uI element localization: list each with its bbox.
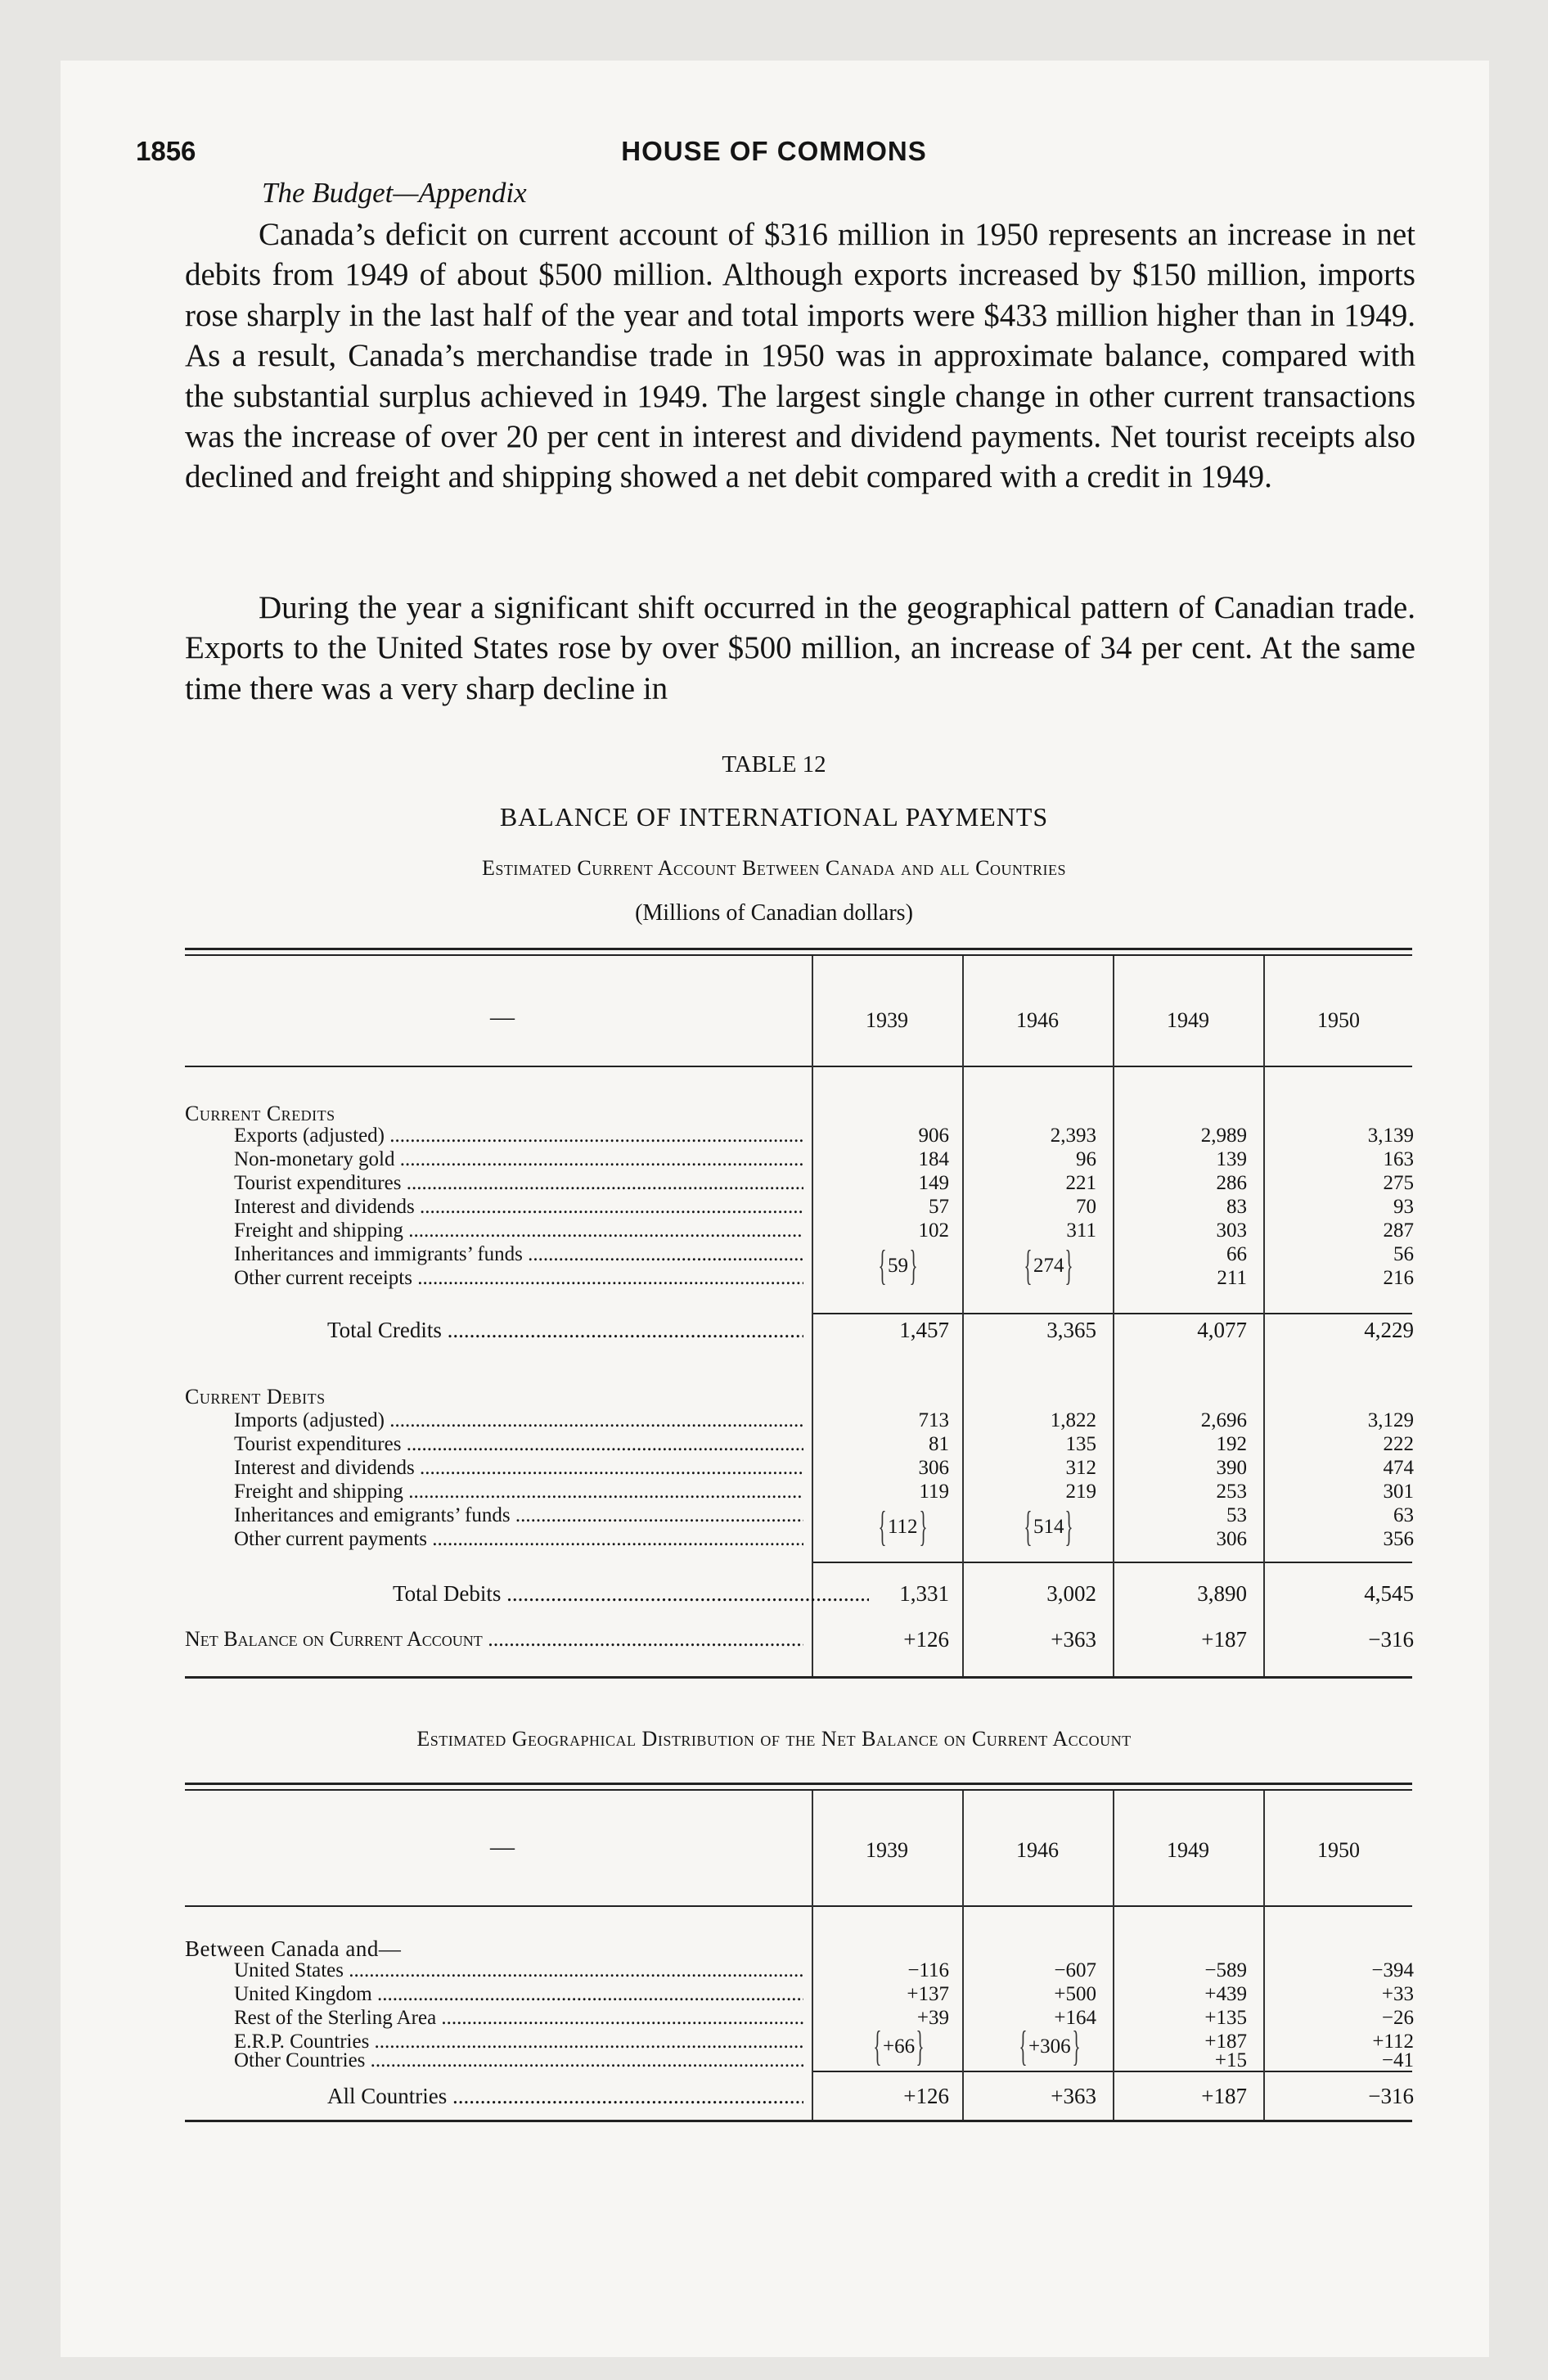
total-value: 3,002 [1046, 1581, 1096, 1606]
combined-value-brace: { 274 } [1024, 1242, 1073, 1289]
cell-value: 713 [918, 1409, 949, 1431]
row-label: Other current payments ..... [234, 1528, 803, 1550]
combined-value-brace: { 112 } [878, 1503, 928, 1550]
net-value: +363 [1051, 1627, 1096, 1652]
combined-value: +66 [882, 2035, 916, 2058]
total-value: +363 [1051, 2084, 1096, 2108]
cell-value: −607 [1054, 1959, 1096, 1981]
cell-value: +164 [1054, 2007, 1096, 2029]
cell-value: 216 [1383, 1267, 1414, 1289]
cell-value: 2,696 [1200, 1409, 1247, 1431]
paragraph-deficit: Canada’s deficit on current account of $316 million in 1950 represents an increase in net debits from 1949 of about $500 million. Although exports increased by $150 million, imports rose sharply in the last half of the year and total imports were $433 million higher than in 1949. As a result, Canada’s merchandise trade in 1950 was in approximate balance, compared with the substantial surplus achieved in 1949. The largest single change in other current transactions was the increase of over 20 per cent in interest and dividend payments. Net tourist receipts also declined and freight and shipping showed a net debit compared with a credit in 1949. [185, 217, 1415, 495]
total-value: 4,545 [1364, 1581, 1414, 1606]
table-subtitle: Estimated Current Account Between Canada and all Countries [481, 856, 1067, 880]
cell-value: 119 [919, 1481, 949, 1503]
cell-value: 96 [1076, 1148, 1096, 1170]
cell-value: 211 [1217, 1267, 1247, 1289]
combined-value: 274 [1033, 1255, 1064, 1277]
cell-value: 306 [918, 1457, 949, 1479]
row-label: Tourist expenditures ..... [234, 1433, 803, 1455]
credits-heading: Current Credits [185, 1102, 335, 1125]
column-divider [812, 956, 813, 1676]
geo-stub-header: — [490, 1833, 515, 1860]
debits-heading: Current Debits [185, 1385, 326, 1409]
cell-value: 219 [1065, 1481, 1096, 1503]
cell-value: −41 [1381, 2049, 1414, 2071]
row-label: Freight and shipping ..... [234, 1219, 803, 1242]
cell-value: 149 [918, 1172, 949, 1194]
combined-value-brace: { +66 } [873, 2023, 925, 2070]
column-header-1939: 1939 [866, 1008, 908, 1032]
geo-bottom-rule [185, 2120, 1412, 2122]
total-value: −316 [1368, 2084, 1414, 2108]
total-credits-label: Total Credits ..... [327, 1318, 803, 1342]
total-debits-label: Total Debits ..... [393, 1581, 869, 1606]
cell-value: 474 [1383, 1457, 1414, 1479]
cell-value: −394 [1371, 1959, 1414, 1981]
cell-value: 286 [1216, 1172, 1247, 1194]
cell-value: 306 [1216, 1528, 1247, 1550]
row-label: Exports (adjusted) ..... [234, 1125, 803, 1147]
total-value: +187 [1201, 2084, 1247, 2108]
row-label: Tourist expenditures ..... [234, 1172, 803, 1194]
cell-value: 222 [1383, 1433, 1414, 1455]
cell-value: −589 [1204, 1959, 1247, 1981]
column-divider [1263, 956, 1265, 1676]
cell-value: 221 [1065, 1172, 1096, 1194]
geo-column-header-1949: 1949 [1167, 1838, 1209, 1862]
row-label: Inheritances and immigrants’ funds ..... [234, 1243, 803, 1265]
cell-value: 163 [1383, 1148, 1414, 1170]
table-top-rule [185, 948, 1412, 950]
net-value: +187 [1201, 1627, 1247, 1652]
running-head: HOUSE OF COMMONS [621, 136, 927, 166]
cell-value: 56 [1393, 1243, 1414, 1265]
cell-value: 63 [1393, 1504, 1414, 1526]
row-label: Freight and shipping ..... [234, 1481, 803, 1503]
row-label: United States ..... [234, 1959, 803, 1981]
cell-value: 906 [918, 1125, 949, 1147]
total-value: 1,331 [899, 1581, 949, 1606]
cell-value: 253 [1216, 1481, 1247, 1503]
cell-value: 53 [1226, 1504, 1247, 1526]
net-balance-label: Net Balance on Current Account ..... [185, 1627, 803, 1652]
geo-top-rule-inner [185, 1789, 1412, 1791]
row-label: Non-monetary gold ..... [234, 1148, 803, 1170]
row-label: Interest and dividends ..... [234, 1457, 803, 1479]
column-divider [962, 956, 964, 1676]
row-label: E.R.P. Countries ..... [234, 2031, 803, 2053]
table-number: TABLE 12 [722, 751, 826, 778]
cell-value: 184 [918, 1148, 949, 1170]
cell-value: 192 [1216, 1433, 1247, 1455]
cell-value: +137 [907, 1983, 949, 2005]
column-header-1949: 1949 [1167, 1008, 1209, 1032]
combined-value: +306 [1028, 2035, 1071, 2058]
cell-value: 356 [1383, 1528, 1414, 1550]
geo-column-header-1939: 1939 [866, 1838, 908, 1862]
geo-column-header-1946: 1946 [1016, 1838, 1059, 1862]
stub-header: — [490, 1003, 515, 1030]
row-label: United Kingdom ..... [234, 1983, 803, 2005]
row-label: Other Countries ..... [234, 2049, 803, 2071]
cell-value: 102 [918, 1219, 949, 1242]
cell-value: −26 [1381, 2007, 1414, 2029]
row-label: Inheritances and emigrants’ funds ..... [234, 1504, 803, 1526]
cell-value: 303 [1216, 1219, 1247, 1242]
row-label: Imports (adjusted) ..... [234, 1409, 803, 1431]
combined-value-brace: { +306 } [1019, 2023, 1081, 2070]
cell-value: 93 [1393, 1196, 1414, 1218]
cell-value: 287 [1383, 1219, 1414, 1242]
combined-value: 514 [1033, 1516, 1064, 1538]
cell-value: 275 [1383, 1172, 1414, 1194]
cell-value: +39 [916, 2007, 949, 2029]
cell-value: +112 [1372, 2031, 1414, 2053]
total-value: 1,457 [899, 1318, 949, 1342]
table-title: BALANCE OF INTERNATIONAL PAYMENTS [499, 802, 1049, 832]
cell-value: 83 [1226, 1196, 1247, 1218]
geo-header-rule [185, 1905, 1412, 1907]
cell-value: +33 [1381, 1983, 1414, 2005]
cell-value: 311 [1066, 1219, 1096, 1242]
cell-value: 312 [1065, 1457, 1096, 1479]
geo-top-rule [185, 1783, 1412, 1785]
total-value: +126 [903, 2084, 949, 2108]
cell-value: 70 [1076, 1196, 1096, 1218]
cell-value: 301 [1383, 1481, 1414, 1503]
cell-value: 3,129 [1367, 1409, 1414, 1431]
total-value: 4,077 [1197, 1318, 1247, 1342]
cell-value: 1,822 [1050, 1409, 1096, 1431]
net-value: +126 [903, 1627, 949, 1652]
cell-value: 139 [1216, 1148, 1247, 1170]
cell-value: 390 [1216, 1457, 1247, 1479]
cell-value: +15 [1214, 2049, 1247, 2071]
all-countries-label: All Countries ..... [327, 2084, 803, 2108]
column-header-1946: 1946 [1016, 1008, 1059, 1032]
cell-value: +500 [1054, 1983, 1096, 2005]
subheading: The Budget—Appendix [262, 177, 527, 209]
cell-value: 135 [1065, 1433, 1096, 1455]
geo-group-heading: Between Canada and— [185, 1936, 402, 1961]
cell-value: 3,139 [1367, 1125, 1414, 1147]
combined-value-brace: { 514 } [1024, 1503, 1073, 1550]
combined-value-brace: { 59 } [878, 1242, 918, 1289]
paragraph-geographical-shift: During the year a significant shift occurred in the geographical pattern of Canadian trade. Exports to the United States rose by over $500 million, an increase of 34 per cent. At the same time there was a very sharp decline in [185, 590, 1415, 706]
net-value: −316 [1368, 1627, 1414, 1652]
cell-value: +187 [1204, 2031, 1247, 2053]
column-divider [1113, 956, 1114, 1676]
table-bottom-rule [185, 1676, 1412, 1679]
cell-value: 81 [929, 1433, 949, 1455]
combined-value: 112 [887, 1516, 918, 1538]
total-value: 3,890 [1197, 1581, 1247, 1606]
row-label: Interest and dividends ..... [234, 1196, 803, 1218]
geo-table-title: Estimated Geographical Distribution of the Net Balance on Current Account [416, 1727, 1132, 1751]
page-number: 1856 [136, 136, 196, 166]
column-header-1950: 1950 [1317, 1008, 1360, 1032]
cell-value: +439 [1204, 1983, 1247, 2005]
cell-value: 66 [1226, 1243, 1247, 1265]
combined-value: 59 [887, 1255, 908, 1277]
cell-value: 57 [929, 1196, 949, 1218]
table-top-rule-inner [185, 954, 1412, 956]
total-value: 3,365 [1046, 1318, 1096, 1342]
row-label: Rest of the Sterling Area ..... [234, 2007, 803, 2029]
cell-value: −116 [907, 1959, 949, 1981]
cell-value: 2,989 [1200, 1125, 1247, 1147]
row-label: Other current receipts ..... [234, 1267, 803, 1289]
cell-value: +135 [1204, 2007, 1247, 2029]
table-unit: (Millions of Canadian dollars) [635, 900, 913, 926]
table-header-rule [185, 1066, 1412, 1067]
geo-column-header-1950: 1950 [1317, 1838, 1360, 1862]
cell-value: 2,393 [1050, 1125, 1096, 1147]
total-value: 4,229 [1364, 1318, 1414, 1342]
